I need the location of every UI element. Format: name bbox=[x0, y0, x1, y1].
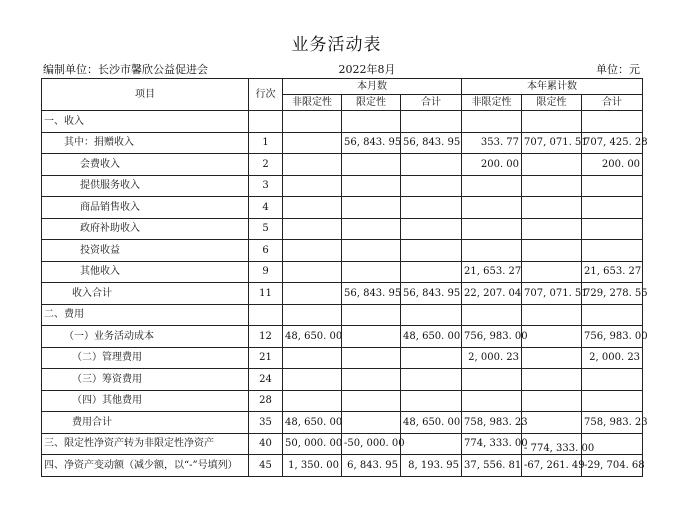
year-restricted-cell bbox=[522, 175, 582, 197]
table-row bbox=[42, 132, 643, 154]
month-total-cell bbox=[401, 154, 462, 176]
year-total-cell: 21, 653. 27 bbox=[582, 261, 643, 283]
line-number-cell: 9 bbox=[249, 261, 283, 283]
year-restricted-cell bbox=[522, 261, 582, 283]
month-total-cell bbox=[401, 433, 462, 455]
month-restricted-cell bbox=[342, 154, 401, 176]
item-cell: （三）筹资费用 bbox=[42, 369, 249, 391]
year-unrestricted-cell: 2, 000. 23 bbox=[462, 347, 522, 369]
activity-statement-table bbox=[41, 78, 648, 477]
month-restricted-cell bbox=[342, 369, 401, 391]
table-row bbox=[42, 326, 643, 348]
year-restricted-cell bbox=[522, 369, 582, 391]
line-number-cell: 45 bbox=[249, 455, 283, 477]
table-row bbox=[42, 455, 643, 477]
header-line-no: 行次 bbox=[249, 79, 283, 111]
item-cell: （一）业务活动成本 bbox=[42, 326, 249, 348]
table-row bbox=[42, 197, 643, 219]
month-unrestricted-cell bbox=[283, 390, 342, 412]
month-restricted-cell bbox=[342, 347, 401, 369]
month-total-cell: 48, 650. 00 bbox=[401, 412, 462, 434]
table-row bbox=[42, 154, 643, 176]
line-number-cell: 28 bbox=[249, 390, 283, 412]
line-number-cell: 35 bbox=[249, 412, 283, 434]
year-restricted-cell bbox=[522, 390, 582, 412]
year-unrestricted-cell: 200. 00 bbox=[462, 154, 522, 176]
month-unrestricted-cell bbox=[283, 261, 342, 283]
year-total-cell bbox=[582, 197, 643, 219]
line-number-cell: 1 bbox=[249, 132, 283, 154]
report-period: 2022年8月 bbox=[338, 63, 396, 76]
year-unrestricted-cell bbox=[462, 369, 522, 391]
item-cell: 投资收益 bbox=[42, 240, 249, 262]
year-total-cell bbox=[582, 111, 643, 133]
year-unrestricted-cell: 22, 207. 04 bbox=[462, 283, 522, 305]
year-unrestricted-cell: 774, 333. 00 bbox=[462, 433, 522, 455]
year-unrestricted-cell: 21, 653. 27 bbox=[462, 261, 522, 283]
table-row bbox=[42, 111, 643, 133]
month-total-cell bbox=[401, 175, 462, 197]
month-restricted-cell bbox=[342, 326, 401, 348]
table-row bbox=[42, 283, 643, 305]
currency-unit: 单位：元 bbox=[596, 63, 640, 76]
item-cell: 其他收入 bbox=[42, 261, 249, 283]
line-number-cell: 12 bbox=[249, 326, 283, 348]
year-restricted-cell bbox=[522, 240, 582, 262]
year-unrestricted-cell bbox=[462, 175, 522, 197]
month-unrestricted-cell bbox=[283, 197, 342, 219]
line-number-cell: 2 bbox=[249, 154, 283, 176]
month-total-cell: 48, 650. 00 bbox=[401, 326, 462, 348]
header-item: 项目 bbox=[42, 79, 249, 111]
header-month-group: 本月数 bbox=[283, 79, 462, 95]
year-restricted-cell: -67, 261. 49 bbox=[522, 455, 582, 477]
month-total-cell bbox=[401, 240, 462, 262]
month-restricted-cell bbox=[342, 175, 401, 197]
header-year-group: 本年累计数 bbox=[462, 79, 643, 95]
month-unrestricted-cell bbox=[283, 175, 342, 197]
reporting-unit: 编制单位：长沙市馨欣公益促进会 bbox=[43, 63, 208, 76]
item-cell: （四）其他费用 bbox=[42, 390, 249, 412]
month-restricted-cell: 6, 843. 95 bbox=[342, 455, 401, 477]
item-cell: 一、收入 bbox=[42, 111, 249, 133]
year-total-cell: 756, 983. 00 bbox=[582, 326, 643, 348]
month-unrestricted-cell bbox=[283, 132, 342, 154]
item-cell: 政府补助收入 bbox=[42, 218, 249, 240]
month-unrestricted-cell bbox=[283, 369, 342, 391]
item-cell: 收入合计 bbox=[42, 283, 249, 305]
year-unrestricted-cell: 37, 556. 81 bbox=[462, 455, 522, 477]
year-restricted-cell bbox=[522, 412, 582, 434]
month-unrestricted-cell bbox=[283, 240, 342, 262]
month-restricted-cell bbox=[342, 111, 401, 133]
year-restricted-cell bbox=[522, 154, 582, 176]
table-row bbox=[42, 218, 643, 240]
item-cell: 费用合计 bbox=[42, 412, 249, 434]
year-total-cell: 758, 983. 23 bbox=[582, 412, 643, 434]
line-number-cell: 24 bbox=[249, 369, 283, 391]
line-number-cell: 4 bbox=[249, 197, 283, 219]
year-unrestricted-cell bbox=[462, 218, 522, 240]
header-year-unrestricted: 非限定性 bbox=[462, 95, 522, 111]
header-month-unrestricted: 非限定性 bbox=[283, 95, 342, 111]
year-total-cell: 707, 425. 28 bbox=[582, 132, 643, 154]
month-total-cell bbox=[401, 390, 462, 412]
month-restricted-cell: 56, 843. 95 bbox=[342, 132, 401, 154]
month-total-cell: 56, 843. 95 bbox=[401, 283, 462, 305]
month-unrestricted-cell: 48, 650. 00 bbox=[283, 412, 342, 434]
month-restricted-cell: -50, 000. 00 bbox=[342, 433, 401, 455]
year-restricted-cell bbox=[522, 326, 582, 348]
line-number-cell: 5 bbox=[249, 218, 283, 240]
year-restricted-cell bbox=[522, 304, 582, 326]
report-title: 业务活动表 bbox=[291, 35, 382, 55]
month-total-cell: 56, 843. 95 bbox=[401, 132, 462, 154]
month-unrestricted-cell bbox=[283, 111, 342, 133]
year-restricted-cell: 707, 071. 51 bbox=[522, 132, 582, 154]
year-total-cell bbox=[582, 218, 643, 240]
month-unrestricted-cell: 1, 350. 00 bbox=[283, 455, 342, 477]
year-unrestricted-cell bbox=[462, 390, 522, 412]
year-unrestricted-cell bbox=[462, 197, 522, 219]
month-restricted-cell bbox=[342, 304, 401, 326]
header-month-total: 合计 bbox=[401, 95, 462, 111]
table-row bbox=[42, 175, 643, 197]
year-total-cell: -29, 704. 68 bbox=[582, 455, 643, 477]
line-number-cell bbox=[249, 111, 283, 133]
month-restricted-cell bbox=[342, 240, 401, 262]
month-unrestricted-cell: 50, 000. 00 bbox=[283, 433, 342, 455]
year-unrestricted-cell bbox=[462, 240, 522, 262]
year-unrestricted-cell bbox=[462, 304, 522, 326]
year-unrestricted-cell: 758, 983. 23 bbox=[462, 412, 522, 434]
year-unrestricted-cell bbox=[462, 111, 522, 133]
year-unrestricted-cell: 756, 983. 00 bbox=[462, 326, 522, 348]
item-cell: 会费收入 bbox=[42, 154, 249, 176]
year-restricted-cell: 707, 071. 51 bbox=[522, 283, 582, 305]
year-total-cell: 2, 000. 23 bbox=[582, 347, 643, 369]
header-year-restricted: 限定性 bbox=[522, 95, 582, 111]
month-total-cell bbox=[401, 261, 462, 283]
table-row bbox=[42, 347, 643, 369]
item-cell: 二、费用 bbox=[42, 304, 249, 326]
line-number-cell: 40 bbox=[249, 433, 283, 455]
line-number-cell: 6 bbox=[249, 240, 283, 262]
year-restricted-cell bbox=[522, 347, 582, 369]
item-cell: （二）管理费用 bbox=[42, 347, 249, 369]
header-row-groups bbox=[42, 79, 643, 95]
month-restricted-cell: 56, 843. 95 bbox=[342, 283, 401, 305]
month-total-cell bbox=[401, 347, 462, 369]
header-year-total: 合计 bbox=[582, 95, 643, 111]
header-month-restricted: 限定性 bbox=[342, 95, 401, 111]
month-total-cell bbox=[401, 369, 462, 391]
table-row bbox=[42, 261, 643, 283]
table-row bbox=[42, 390, 643, 412]
month-total-cell bbox=[401, 218, 462, 240]
item-cell: 提供服务收入 bbox=[42, 175, 249, 197]
year-total-cell: 729, 278. 55 bbox=[582, 283, 643, 305]
line-number-cell bbox=[249, 304, 283, 326]
month-total-cell: 8, 193. 95 bbox=[401, 455, 462, 477]
year-restricted-cell bbox=[522, 111, 582, 133]
year-total-cell: 200. 00 bbox=[582, 154, 643, 176]
month-unrestricted-cell bbox=[283, 304, 342, 326]
table-row bbox=[42, 240, 643, 262]
month-unrestricted-cell: 48, 650. 00 bbox=[283, 326, 342, 348]
month-total-cell bbox=[401, 197, 462, 219]
month-restricted-cell bbox=[342, 218, 401, 240]
month-unrestricted-cell bbox=[283, 154, 342, 176]
year-restricted-cell bbox=[522, 197, 582, 219]
month-unrestricted-cell bbox=[283, 283, 342, 305]
line-number-cell: 3 bbox=[249, 175, 283, 197]
month-restricted-cell bbox=[342, 261, 401, 283]
line-number-cell: 11 bbox=[249, 283, 283, 305]
month-restricted-cell bbox=[342, 197, 401, 219]
year-total-cell bbox=[582, 304, 643, 326]
year-total-cell bbox=[582, 240, 643, 262]
month-unrestricted-cell bbox=[283, 218, 342, 240]
item-cell: 商品销售收入 bbox=[42, 197, 249, 219]
month-unrestricted-cell bbox=[283, 347, 342, 369]
month-total-cell bbox=[401, 304, 462, 326]
line-number-cell: 21 bbox=[249, 347, 283, 369]
item-cell: 其中：捐赠收入 bbox=[42, 132, 249, 154]
year-total-cell bbox=[582, 390, 643, 412]
year-restricted-cell: - 774, 333. 00 bbox=[522, 433, 582, 455]
table-body bbox=[42, 111, 648, 477]
month-total-cell bbox=[401, 111, 462, 133]
month-restricted-cell bbox=[342, 390, 401, 412]
month-restricted-cell bbox=[342, 412, 401, 434]
item-cell: 四、净资产变动额（减少额，以“-”号填列） bbox=[42, 455, 249, 477]
item-cell: 三、限定性净资产转为非限定性净资产 bbox=[42, 433, 249, 455]
table-row bbox=[42, 433, 643, 455]
table-row bbox=[42, 412, 643, 434]
year-unrestricted-cell: 353. 77 bbox=[462, 132, 522, 154]
table-row bbox=[42, 369, 643, 391]
year-restricted-cell bbox=[522, 218, 582, 240]
year-total-cell bbox=[582, 175, 643, 197]
table-row bbox=[42, 304, 643, 326]
year-total-cell bbox=[582, 369, 643, 391]
